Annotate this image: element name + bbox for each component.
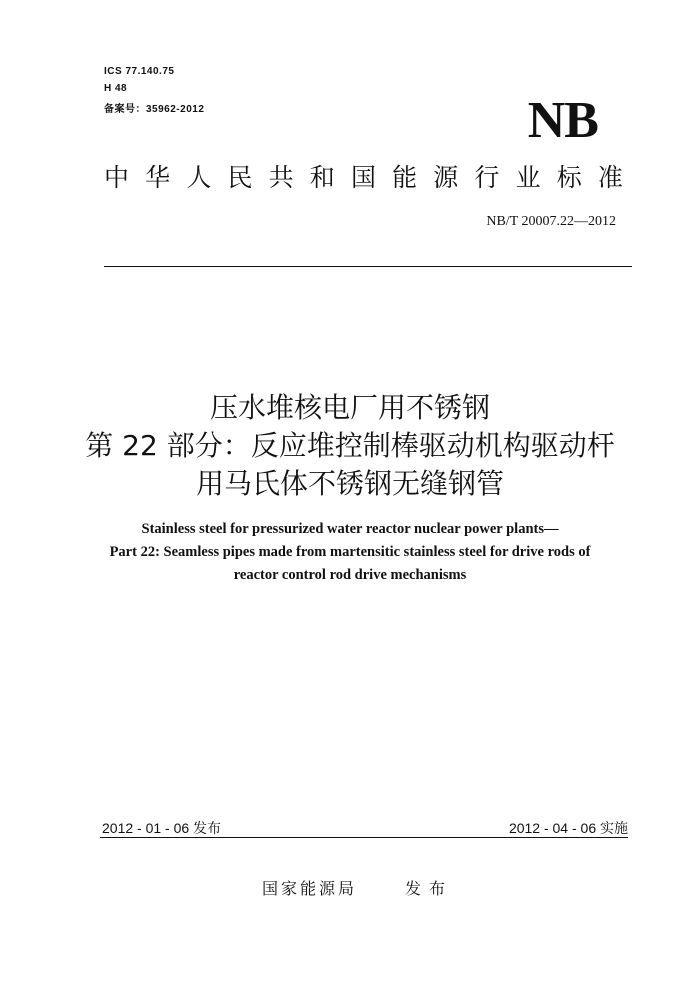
standard-type-char: 标 [556,163,582,192]
english-title-line-2: Part 22: Seamless pipes made from martensitic stainless steel for drive rods of [109,544,591,560]
header-divider [104,266,632,267]
standard-type-char: 源 [433,163,459,192]
standard-type-char: 能 [392,163,418,192]
ics-code: ICS 77.140.75 [104,66,175,77]
footer-divider [100,837,628,838]
implementation-date: 2012 - 04 - 06 实施 [508,820,628,836]
english-title-line-1: Stainless steel for pressurized water reactor nuclear power plants— [141,521,559,537]
issue-date: 2012 - 01 - 06 发布 [102,820,222,836]
english-title-line-3: reactor control rod drive mechanisms [233,567,467,583]
standard-type-char: 中 [104,163,130,192]
nb-logo: NB [527,92,598,149]
document-title-line-2: 第 22 部分：反应堆控制棒驱动机构驱动杆 [85,429,615,462]
standard-type-char: 业 [515,163,541,192]
standard-type-char: 共 [268,163,294,192]
document-title-line-3: 用马氏体不锈钢无缝钢管 [195,467,504,500]
category-code: H 48 [104,83,128,94]
document-title-line-1: 压水堆核电厂用不锈钢 [209,391,490,424]
standard-type-char: 行 [474,163,500,192]
standard-type-char: 国 [350,163,376,192]
standard-type-char: 华 [145,163,171,192]
standard-type-char: 和 [309,163,335,192]
standard-type-title [104,160,623,196]
filing-number: 备案号：35962-2012 [104,104,205,115]
standard-type-char: 人 [186,163,212,192]
standard-number: NB/T 20007.22—2012 [486,214,616,229]
standard-type-char: 准 [597,163,623,192]
publish-label: 发布 [405,879,454,898]
standard-type-char: 民 [227,163,253,192]
publisher-name: 国家能源局 [262,879,358,898]
